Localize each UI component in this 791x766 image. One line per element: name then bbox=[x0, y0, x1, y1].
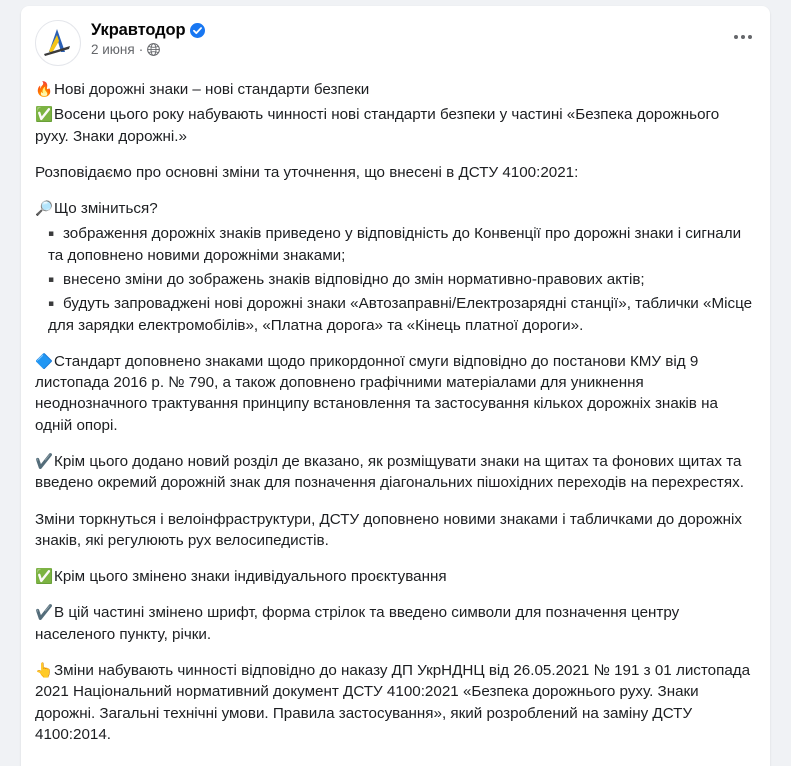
avatar[interactable] bbox=[35, 20, 81, 66]
post-paragraph-intro bbox=[35, 104, 756, 147]
globe-icon[interactable] bbox=[147, 43, 160, 56]
post-options-menu-button[interactable] bbox=[726, 20, 760, 54]
heavy-check-mark-emoji: ✔️ bbox=[35, 605, 54, 622]
post-bullet-2 bbox=[35, 269, 756, 290]
post-body bbox=[21, 66, 770, 755]
facebook-post-card bbox=[21, 6, 770, 766]
post-date[interactable]: 2 июня bbox=[91, 41, 135, 57]
paragraph-text: В цій частині змінено шрифт, форма стрілок та введено символи для позначення центру населеного пункту, річки. bbox=[35, 604, 680, 643]
square-bullet-icon: ▪ bbox=[48, 229, 55, 240]
paragraph-text: Стандарт доповнено знаками щодо прикордонної смуги відповідно до постанови КМУ від 9 листопада 2016 р. № 790, а також доповнено графічними матеріалами для уникнення неоднозначного трактування принципу встановлення та застосування кількох дорожніх знаків на одній опорі. bbox=[35, 352, 718, 434]
ellipsis-dot bbox=[741, 35, 745, 39]
post-paragraph-lead bbox=[35, 162, 756, 183]
post-paragraph-bike bbox=[35, 509, 756, 552]
post-paragraph-standard bbox=[35, 351, 756, 436]
square-bullet-icon: ▪ bbox=[48, 275, 55, 286]
ellipsis-dot bbox=[734, 35, 738, 39]
header-text bbox=[91, 20, 205, 57]
post-header bbox=[21, 6, 770, 66]
paragraph-text: Восени цього року набувають чинності нові стандарти безпеки у частині «Безпека дорожнього руху. Знаки дорожні.» bbox=[35, 106, 720, 145]
post-paragraph-effective bbox=[35, 660, 756, 745]
verified-badge-icon bbox=[190, 23, 205, 38]
ellipsis-dot bbox=[748, 35, 752, 39]
page-name[interactable]: Укравтодор bbox=[91, 21, 186, 39]
name-row bbox=[91, 21, 205, 40]
paragraph-text: Крім цього додано новий розділ де вказано, як розміщувати знаки на щитах та фонових щитах та введено окремий дорожній знак для позначення діагональних пішохідних переходів на перехрестях. bbox=[35, 453, 744, 492]
check-mark-button-emoji: ✅ bbox=[35, 107, 54, 124]
bullet-text: зображення дорожніх знаків приведено у відповідність до Конвенції про дорожні знаки і сигнали та доповнено новими дорожніми знаками; bbox=[48, 225, 742, 264]
post-paragraph-headline bbox=[35, 79, 756, 100]
post-paragraph-font bbox=[35, 602, 756, 645]
square-bullet-icon: ▪ bbox=[48, 299, 55, 310]
post-paragraph-question bbox=[35, 198, 756, 219]
paragraph-text: Що зміниться? bbox=[54, 200, 158, 218]
pointing-up-emoji: 👆 bbox=[35, 663, 54, 680]
post-paragraph-new-section bbox=[35, 451, 756, 494]
bullet-text: внесено зміни до зображень знаків відповідно до змін нормативно-правових актів; bbox=[63, 271, 645, 289]
post-paragraph-individual bbox=[35, 566, 756, 587]
post-bullet-3 bbox=[35, 293, 756, 336]
paragraph-text: Крім цього змінено знаки індивідуального проєктування bbox=[54, 568, 447, 586]
paragraph-text: Розповідаємо про основні зміни та уточнення, що внесені в ДСТУ 4100:2021: bbox=[35, 163, 579, 181]
ukravtodor-logo-icon bbox=[36, 21, 78, 63]
post-bullet-1 bbox=[35, 223, 756, 266]
post-meta bbox=[91, 42, 205, 57]
heavy-check-mark-emoji: ✔️ bbox=[35, 454, 54, 470]
paragraph-text: Зміни торкнуться і велоінфраструктури, ДСТУ доповнено новими знаками і табличками до дорожніх знаків, які регулюють рух велосипедистів. bbox=[35, 510, 742, 549]
fire-emoji: 🔥 bbox=[35, 82, 54, 98]
meta-separator: · bbox=[138, 41, 144, 57]
bullet-text: будуть запроваджені нові дорожні знаки «Автозаправні/Електрозарядні станції», таблички «Місце для зарядки електромобілів», «Платна дорога» та «Кінець платної дороги». bbox=[48, 295, 753, 334]
paragraph-text: Зміни набувають чинності відповідно до наказу ДП УкрНДНЦ від 26.05.2021 № 191 з 01 листопада 2021 Національний нормативний документ ДСТУ 4100:2021 «Безпека дорожнього руху. Знаки дорожні. Загальні технічні умови. Правила застосування», який розроблений на заміну ДСТУ 4100:2014. bbox=[35, 662, 751, 743]
paragraph-text: Нові дорожні знаки – нові стандарти безпеки bbox=[54, 81, 370, 98]
check-mark-button-emoji: ✅ bbox=[35, 569, 54, 586]
blue-diamond-emoji: 🔷 bbox=[35, 353, 54, 370]
magnifying-glass-emoji: 🔎 bbox=[35, 201, 54, 218]
